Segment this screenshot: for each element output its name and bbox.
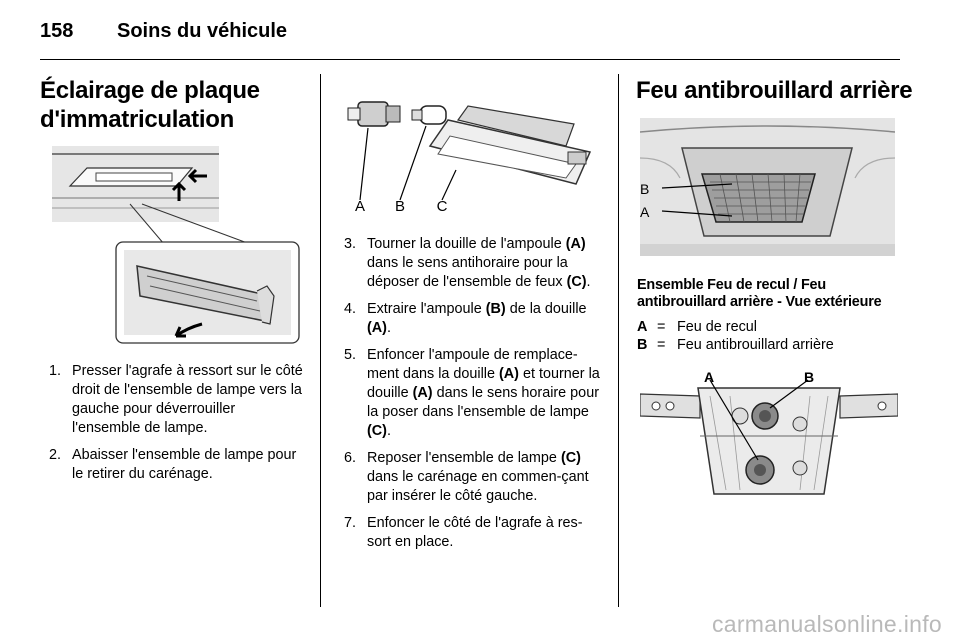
part-ref: (C) (566, 274, 587, 290)
part-ref: (A) (367, 320, 387, 336)
list-item (344, 346, 606, 441)
socket-a-core (754, 464, 766, 476)
list-item (344, 235, 606, 292)
part-ref: (C) (367, 423, 387, 439)
bulb-b (420, 106, 446, 124)
rear-fog-lamp-exterior-figure (640, 118, 895, 256)
header-rule (40, 59, 900, 60)
section-title: Soins du véhicule (117, 20, 288, 42)
step-number: 4. (344, 301, 357, 317)
housing-boss (793, 417, 807, 431)
step-text: Abaisser l'ensemble de lampe pour le retirer du carénage. (72, 447, 297, 482)
step-text: Enfoncer le côté de l'agrafe à res-sort en place. (367, 515, 583, 550)
watermark: carmanualsonline.info (711, 611, 942, 637)
mount-bracket-right (840, 394, 898, 418)
bulb-base-b (412, 110, 422, 120)
label-a: A (354, 198, 366, 214)
list-item (344, 514, 606, 552)
step-text: et tourner la douille (367, 366, 600, 401)
step-text: Tourner la douille de l'ampoule (367, 236, 566, 252)
legend-text: Feu antibrouillard arrière (677, 337, 834, 353)
step-number: 1. (49, 363, 62, 379)
step-text: Reposer l'ensemble de lampe (367, 450, 561, 466)
column-divider-1 (320, 74, 321, 607)
step-text: . (386, 320, 391, 336)
figure-caption: Ensemble Feu de recul / Feu antibrouillard arrière - Vue extérieure (637, 277, 882, 310)
label-c: C (436, 198, 448, 214)
legend-text: Feu de recul (677, 319, 757, 335)
lamp-lens (96, 173, 172, 181)
step-text: Extraire l'ampoule (367, 301, 486, 317)
license-plate-light-heading (40, 76, 260, 134)
legend-key: B (637, 337, 648, 353)
step-number: 2. (49, 447, 62, 463)
page-number: 158 (40, 20, 74, 42)
mount-hole (878, 402, 886, 410)
housing-clip (568, 152, 586, 164)
rear-fog-lamp-interior-figure (640, 366, 898, 506)
leader-c (442, 170, 456, 200)
socket-neck-a (386, 106, 400, 122)
part-ref: (C) (560, 450, 581, 466)
list-item (344, 449, 606, 506)
socket-terminal-a (348, 108, 360, 120)
bumper-lower-strip (640, 244, 895, 256)
step-number: 3. (344, 236, 357, 252)
step-text: dans le sens horaire pour la poser dans l'ensemble de lampe (367, 385, 599, 420)
part-ref: (A) (565, 236, 586, 252)
label-b: B (640, 181, 650, 197)
step-text: dans le carénage en commen-çant par insérer le côté gauche. (367, 469, 589, 504)
part-ref: (A) (412, 385, 433, 401)
legend-equals: = (657, 319, 666, 335)
legend-equals: = (657, 337, 666, 353)
housing-boss (793, 461, 807, 475)
label-b: B (394, 198, 406, 214)
step-text: dans le sens antihoraire pour la déposer de l'ensemble de feux (367, 255, 568, 290)
list-item (344, 300, 606, 338)
step-text: . (386, 423, 391, 439)
license-plate-lamp-figure (52, 146, 302, 344)
step-text: Enfoncer l'ampoule de remplace-ment dans la douille (367, 347, 578, 382)
label-a: A (704, 369, 715, 385)
heading-line-1: Éclairage de plaque (40, 77, 260, 104)
list-item (49, 446, 305, 484)
socket-body-a (358, 102, 388, 126)
step-text: Presser l'agrafe à ressort sur le côté droit de l'ensemble de lampe vers la gauche pour déverrouiller l'ensemble de lampe. (72, 363, 303, 436)
part-ref: (A) (499, 366, 519, 382)
mount-hole (652, 402, 660, 410)
step-number: 5. (344, 347, 357, 363)
step-text: de la douille (505, 301, 587, 317)
mount-hole (666, 402, 674, 410)
leader-a (360, 128, 368, 200)
rear-fog-lamp-heading: Feu antibrouillard arrière (636, 77, 913, 104)
part-ref: (B) (485, 301, 506, 317)
legend (637, 318, 834, 354)
license-plate-steps (49, 362, 305, 492)
label-a: A (640, 204, 650, 220)
legend-key: A (637, 319, 648, 335)
bulb-socket-figure (338, 84, 600, 214)
socket-b-core (759, 410, 771, 422)
leader-b (400, 126, 426, 200)
step-text: . (586, 274, 591, 290)
step-number: 7. (344, 515, 357, 531)
legend-row (637, 336, 834, 354)
list-item (49, 362, 305, 438)
label-b: B (804, 369, 815, 385)
step-number: 6. (344, 450, 357, 466)
legend-row (637, 318, 834, 336)
bulb-replacement-steps (344, 235, 606, 560)
column-divider-2 (618, 74, 619, 607)
heading-line-2: d'immatriculation (40, 106, 234, 133)
